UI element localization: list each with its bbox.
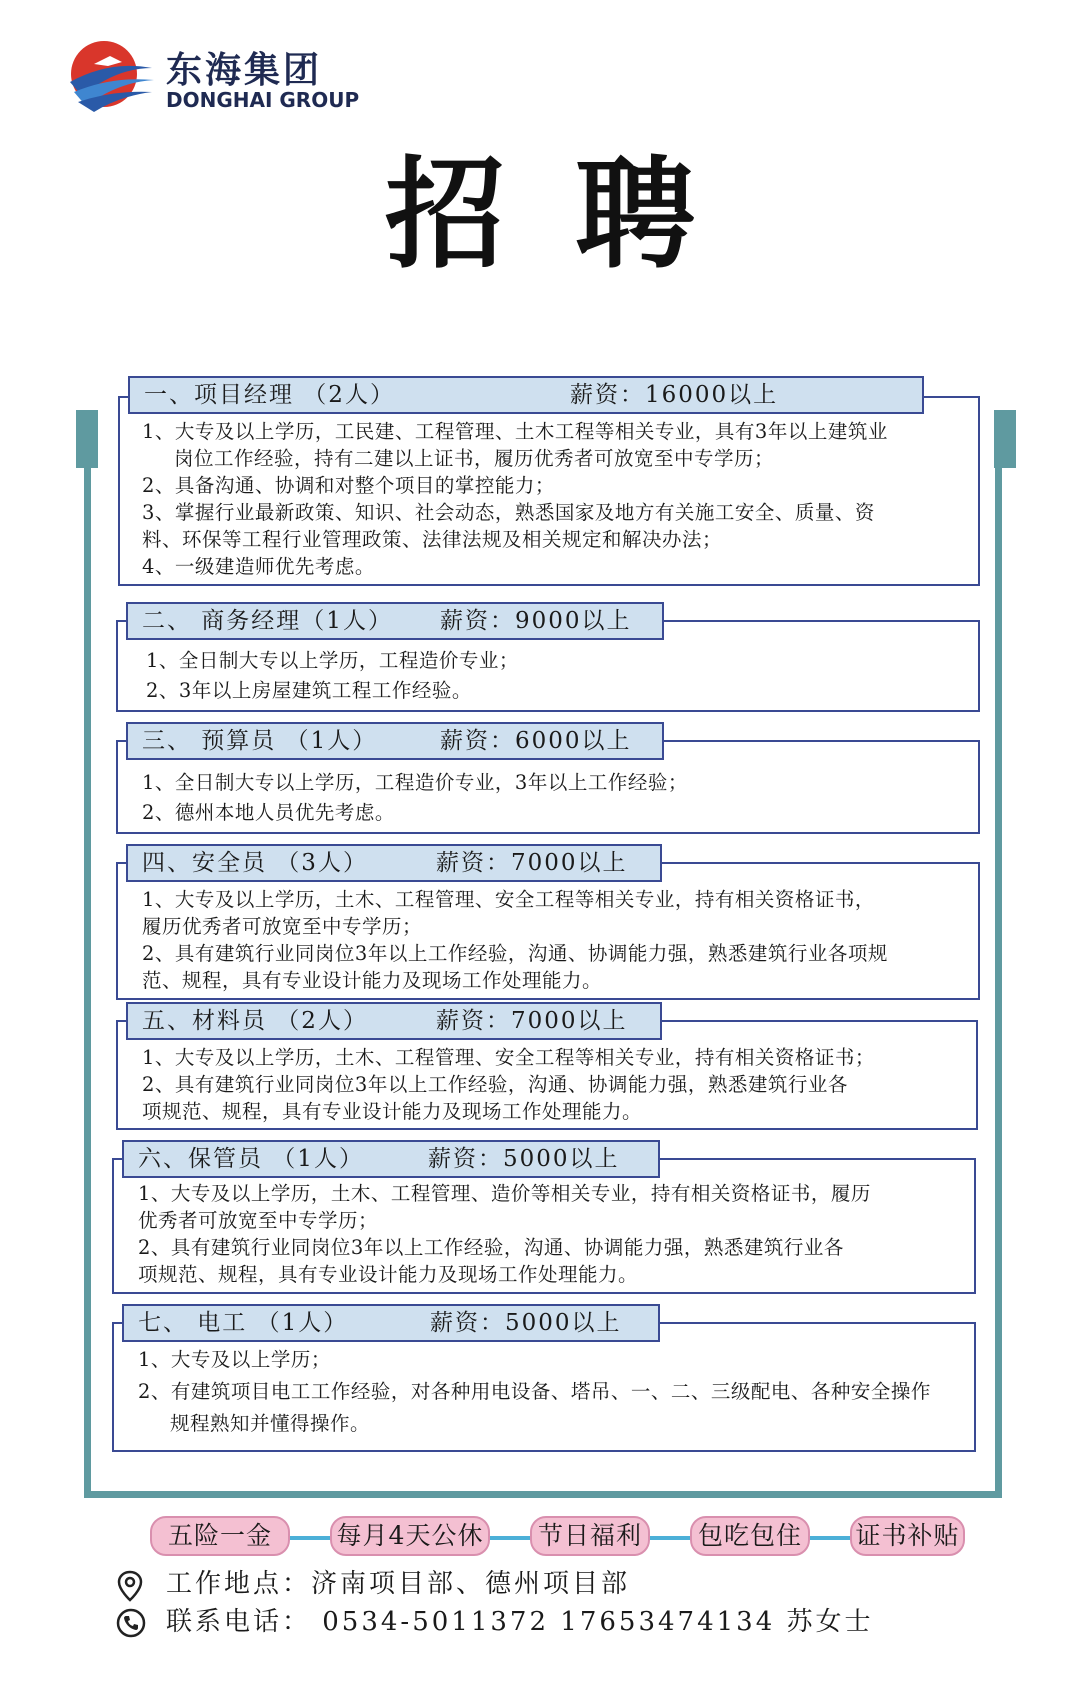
requirement-line: 履历优秀者可放宽至中专学历； [142, 915, 423, 938]
requirement-line: 1、大专及以上学历； [138, 1348, 331, 1371]
job-requirements [142, 418, 968, 580]
job-title: 四、安全员 （3人） [142, 850, 368, 876]
requirement-line: 1、全日制大专以上学历，工程造价专业； [146, 649, 519, 672]
benefit-pill: 五险一金 [150, 1516, 290, 1556]
requirement-line: 2、有建筑项目电工工作经验，对各种用电设备、塔吊、一、二、三级配电、各种安全操作 [138, 1380, 931, 1403]
benefits-bar [150, 1516, 965, 1556]
job-salary: 薪资：5000以上 [428, 1146, 620, 1172]
requirement-line: 2、具有建筑行业同岗位3年以上工作经验，沟通、协调能力强，熟悉建筑行业各 [142, 1073, 848, 1096]
requirement-line: 料、环保等工程行业管理政策、法律法规及相关规定和解决办法； [142, 528, 723, 551]
requirement-line: 项规范、规程，具有专业设计能力及现场工作处理能力。 [142, 1100, 643, 1123]
requirement-line: 规程熟知并懂得操作。 [170, 1412, 371, 1435]
job-salary: 薪资：7000以上 [436, 1008, 628, 1034]
section-header [126, 602, 664, 640]
benefit-connector [810, 1536, 850, 1540]
location-pin-icon [116, 1570, 144, 1602]
requirement-line: 3、掌握行业最新政策、知识、社会动态，熟悉国家及地方有关施工安全、质量、资 [142, 501, 875, 524]
job-salary: 薪资：6000以上 [440, 728, 632, 754]
requirement-line: 优秀者可放宽至中专学历； [138, 1209, 379, 1232]
job-requirements [138, 1180, 968, 1288]
section-header [126, 722, 664, 760]
requirement-line: 4、一级建造师优先考虑。 [142, 555, 375, 578]
requirement-line: 2、具备沟通、协调和对整个项目的掌控能力； [142, 474, 555, 497]
job-title: 一、项目经理 （2人） [144, 382, 395, 408]
benefit-pill: 证书补贴 [850, 1516, 965, 1556]
requirement-line: 2、3年以上房屋建筑工程工作经验。 [146, 679, 472, 702]
requirement-line: 2、具有建筑行业同岗位3年以上工作经验，沟通、协调能力强，熟悉建筑行业各 [138, 1236, 844, 1259]
benefit-pill: 每月4天公休 [330, 1516, 490, 1556]
frame-post-left [76, 410, 98, 468]
job-title: 六、保管员 （1人） [138, 1146, 364, 1172]
benefit-connector [650, 1536, 690, 1540]
company-logo [64, 38, 364, 114]
requirement-line: 2、具有建筑行业同岗位3年以上工作经验，沟通、协调能力强，熟悉建筑行业各项规 [142, 942, 888, 965]
requirement-line: 1、全日制大专以上学历，工程造价专业，3年以上工作经验； [142, 771, 688, 794]
section-header [126, 844, 662, 882]
frame-post-right [994, 410, 1016, 468]
job-requirements [142, 1044, 968, 1125]
section-header [128, 376, 924, 414]
requirement-line: 1、大专及以上学历，土木、工程管理、安全工程等相关专业，持有相关资格证书； [142, 1046, 875, 1069]
page-title: 招聘 [385, 144, 765, 285]
benefit-connector [290, 1536, 330, 1540]
job-requirements [146, 646, 966, 706]
job-salary: 薪资：9000以上 [440, 608, 632, 634]
benefit-pill: 包吃包住 [690, 1516, 810, 1556]
requirement-line: 范、规程，具有专业设计能力及现场工作处理能力。 [142, 969, 603, 992]
benefit-connector [490, 1536, 530, 1540]
contact-text: 联系电话： 0534-5011372 17653474134 苏女士 [166, 1607, 874, 1637]
job-salary: 薪资：5000以上 [430, 1310, 622, 1336]
job-requirements [138, 1344, 972, 1440]
job-requirements [142, 768, 968, 828]
logo-chinese-name: 东海集团 [166, 50, 323, 91]
section-header [122, 1140, 660, 1178]
benefit-pill: 节日福利 [530, 1516, 650, 1556]
job-requirements [142, 886, 968, 994]
requirement-line: 项规范、规程，具有专业设计能力及现场工作处理能力。 [138, 1263, 639, 1286]
job-title: 二、 商务经理（1人） [142, 608, 393, 634]
job-title: 七、 电工 （1人） [138, 1310, 349, 1336]
job-title: 五、材料员 （2人） [142, 1008, 368, 1034]
section-header [122, 1304, 660, 1342]
location-text: 工作地点：济南项目部、德州项目部 [166, 1569, 631, 1599]
requirement-line: 1、大专及以上学历，工民建、工程管理、土木工程等相关专业，具有3年以上建筑业 [142, 420, 888, 443]
requirement-line: 岗位工作经验，持有二建以上证书，履历优秀者可放宽至中专学历； [174, 447, 775, 470]
logo-emblem-icon [64, 38, 156, 114]
requirement-line: 2、德州本地人员优先考虑。 [142, 801, 395, 824]
section-header [126, 1002, 662, 1040]
job-salary: 薪资：7000以上 [436, 850, 628, 876]
requirement-line: 1、大专及以上学历，土木、工程管理、安全工程等相关专业，持有相关资格证书， [142, 888, 875, 911]
job-salary: 薪资：16000以上 [570, 382, 779, 408]
phone-icon [116, 1608, 146, 1638]
job-title: 三、 预算员 （1人） [142, 728, 378, 754]
requirement-line: 1、大专及以上学历，土木、工程管理、造价等相关专业，持有相关资格证书，履历 [138, 1182, 871, 1205]
logo-english-name: DONGHAI GROUP [166, 88, 360, 112]
